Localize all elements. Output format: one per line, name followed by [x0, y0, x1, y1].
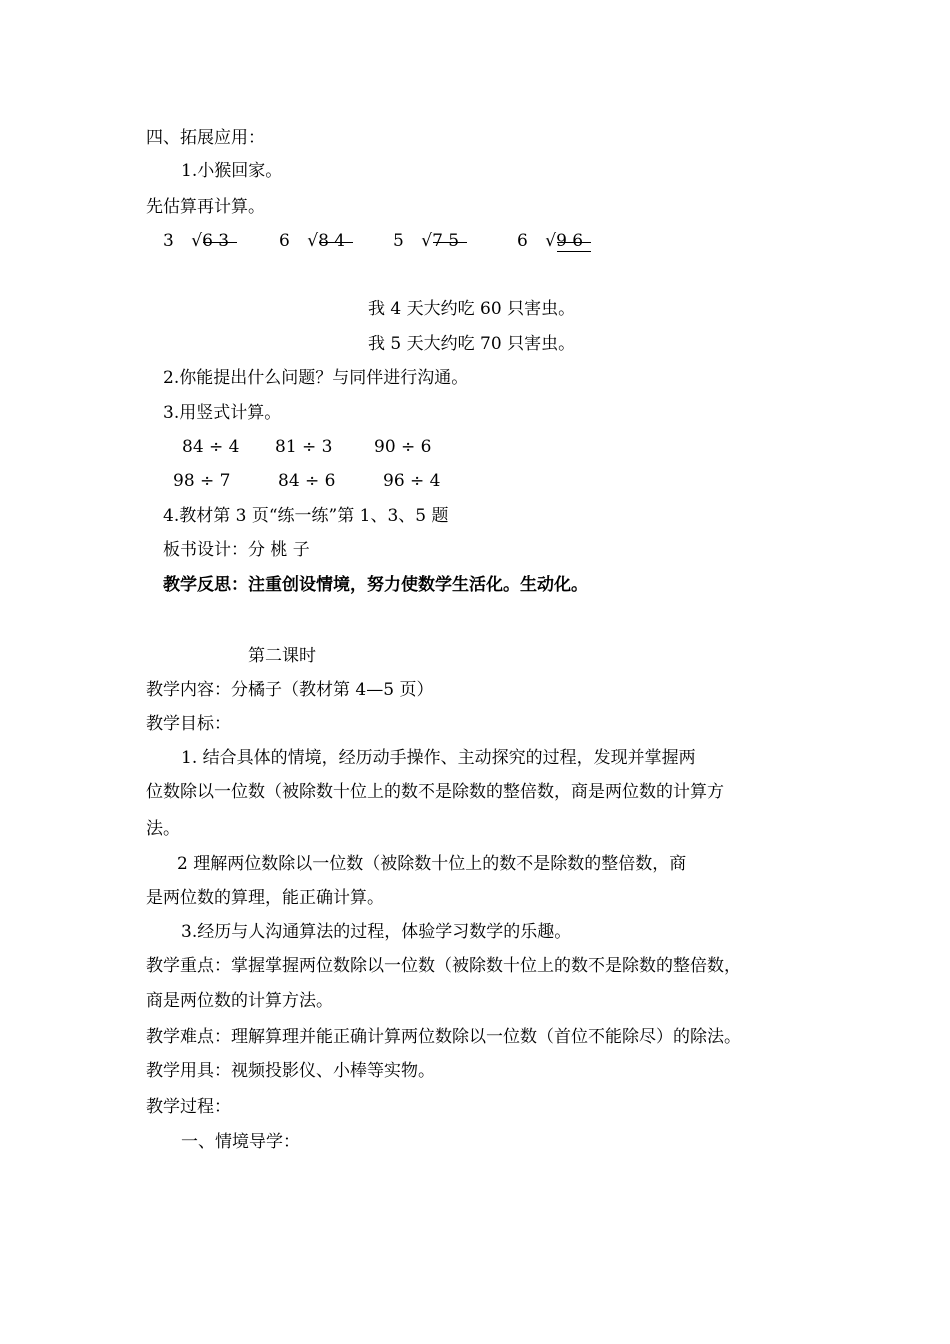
division-3: 90 ÷ 6: [374, 437, 432, 457]
item-4: 4.教材第 3 页“练一练”第 1、3、5 题: [163, 506, 449, 526]
division-5: 84 ÷ 6: [278, 471, 336, 491]
estimate-label: 先估算再计算。: [146, 197, 265, 217]
item-1: 1.小猴回家。: [181, 161, 283, 181]
estimate-calcs: [0, 230, 950, 260]
calc-3: [393, 230, 459, 252]
difficulty: 教学难点：理解算理并能正确计算两位数除以一位数（首位不能除尽）的除法。: [146, 1027, 741, 1047]
quotient: 6: [517, 231, 528, 251]
teaching-goals-label: 教学目标：: [146, 714, 231, 734]
key-point-line-2: 商是两位数的计算方法。: [146, 991, 333, 1011]
calc-1: [163, 230, 229, 252]
quotient: 5: [393, 231, 404, 251]
radical: √7 5: [421, 231, 459, 251]
division-2: 81 ÷ 3: [275, 437, 333, 457]
division-1: 84 ÷ 4: [182, 437, 240, 457]
step-1: 一、情境导学：: [181, 1132, 300, 1152]
section-heading: 四、拓展应用：: [146, 128, 265, 148]
board-design: 板书设计：分 桃 子: [163, 540, 310, 560]
radical: √9 6: [545, 231, 583, 251]
speech-2: 我 5 天大约吃 70 只害虫。: [368, 334, 576, 354]
calc-4: [517, 230, 583, 252]
division-6: 96 ÷ 4: [383, 471, 441, 491]
goal-1-line-2: 位数除以一位数（被除数十位上的数不是除数的整倍数，商是两位数的计算方: [146, 782, 724, 802]
teaching-process: 教学过程：: [146, 1097, 231, 1117]
goal-1-line-1: 1. 结合具体的情境，经历动手操作、主动探究的过程，发现并掌握两: [181, 748, 696, 768]
radical: √8 4: [307, 231, 345, 251]
teaching-tools: 教学用具：视频投影仪、小棒等实物。: [146, 1061, 435, 1081]
division-4: 98 ÷ 7: [173, 471, 231, 491]
calc-2: [279, 230, 345, 252]
radical: √6 3: [191, 231, 229, 251]
goal-3: 3.经历与人沟通算法的过程，体验学习数学的乐趣。: [181, 922, 572, 942]
speech-1: 我 4 天大约吃 60 只害虫。: [368, 299, 576, 319]
goal-1-line-3: 法。: [146, 819, 180, 839]
item-2: 2.你能提出什么问题？与同伴进行沟通。: [163, 368, 469, 388]
key-point-line-1: 教学重点：掌握掌握两位数除以一位数（被除数十位上的数不是除数的整倍数，: [146, 956, 741, 976]
lesson-title: 第二课时: [248, 646, 316, 666]
quotient: 3: [163, 231, 174, 251]
quotient: 6: [279, 231, 290, 251]
goal-2-line-1: 2 理解两位数除以一位数（被除数十位上的数不是除数的整倍数，商: [177, 854, 687, 874]
item-3: 3.用竖式计算。: [163, 403, 282, 423]
teaching-content: 教学内容：分橘子（教材第 4—5 页）: [146, 680, 434, 700]
teaching-reflection: 教学反思：注重创设情境，努力使数学生活化。生动化。: [163, 575, 588, 595]
goal-2-line-2: 是两位数的算理，能正确计算。: [146, 888, 384, 908]
